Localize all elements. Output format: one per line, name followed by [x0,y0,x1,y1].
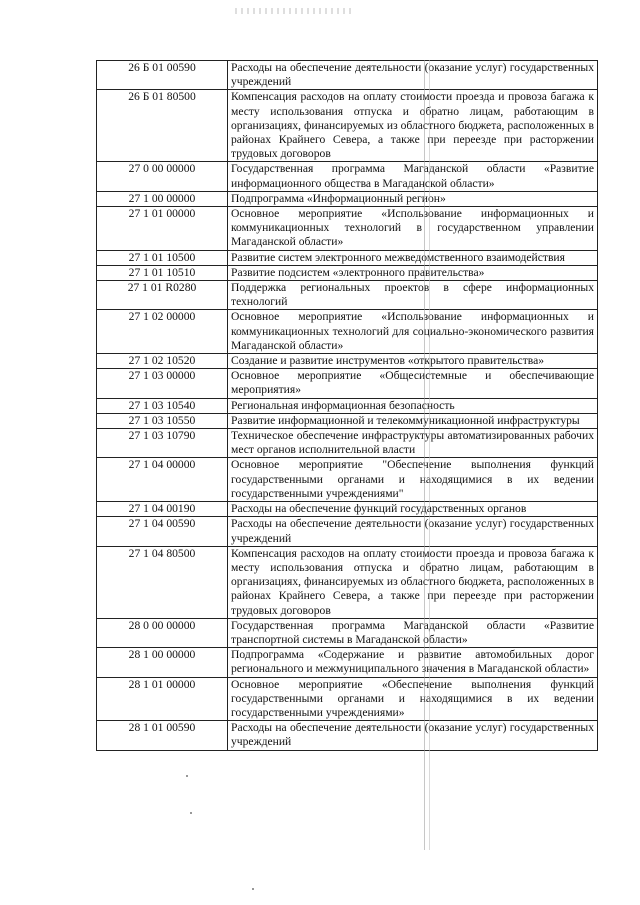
code-cell: 28 1 00 00000 [97,648,228,677]
code-cell: 27 1 04 00000 [97,458,228,502]
description-cell: Расходы на обеспечение функций государственных органов [228,502,598,517]
table-row [97,207,598,251]
description-cell: Техническое обеспечение инфраструктуры автоматизированных рабочих мест органов исполнительной власти [228,429,598,458]
table-row [97,429,598,458]
description-cell: Расходы на обеспечение деятельности (оказание услуг) государственных учреждений [228,517,598,546]
table-row [97,281,598,310]
description-cell: Развитие систем электронного межведомственного взаимодействия [228,250,598,265]
table-row [97,677,598,721]
table-row [97,618,598,647]
code-cell: 27 1 01 10500 [97,250,228,265]
description-cell: Компенсация расходов на оплату стоимости проезда и провоза багажа к месту использования отпуска и обратно лицам, работающим в организациях, финансируемых из областного бюджета, расположенных в районах Крайнего Севера, а также при переезде при расторжении трудовых договоров [228,90,598,162]
scan-speck [252,888,254,890]
code-cell: 27 1 03 10540 [97,398,228,413]
description-cell: Региональная информационная безопасность [228,398,598,413]
description-cell: Государственная программа Магаданской области «Развитие транспортной системы в Магаданской области» [228,618,598,647]
code-cell: 27 1 00 00000 [97,191,228,206]
description-cell: Государственная программа Магаданской области «Развитие информационного общества в Магаданской области» [228,162,598,191]
code-cell: 28 1 01 00590 [97,721,228,750]
code-cell: 28 1 01 00000 [97,677,228,721]
scan-speck [186,775,188,777]
description-cell: Расходы на обеспечение деятельности (оказание услуг) государственных учреждений [228,61,598,90]
budget-code-table [96,60,598,751]
table-row [97,458,598,502]
table-row [97,61,598,90]
table-row [97,398,598,413]
description-cell: Основное мероприятие «Обеспечение выполнения функций государственными органами и находящимися в их ведении государственными учреждениями» [228,677,598,721]
table-row [97,354,598,369]
description-cell: Основное мероприятие "Обеспечение выполнения функций государственными органами и находящимися в их ведении государственными учреждениями" [228,458,598,502]
code-cell: 26 Б 01 80500 [97,90,228,162]
description-cell: Подпрограмма «Информационный регион» [228,191,598,206]
table-row [97,250,598,265]
table-row [97,721,598,750]
table-row [97,310,598,354]
table-row [97,162,598,191]
code-cell: 27 0 00 00000 [97,162,228,191]
code-cell: 27 1 04 00190 [97,502,228,517]
table-row [97,413,598,428]
table-row [97,191,598,206]
code-cell: 27 1 01 00000 [97,207,228,251]
description-cell: Создание и развитие инструментов «открытого правительства» [228,354,598,369]
table-row [97,517,598,546]
scan-artifact [235,8,355,14]
description-cell: Подпрограмма «Содержание и развитие автомобильных дорог регионального и межмуниципального значения в Магаданской области» [228,648,598,677]
description-cell: Основное мероприятие «Использование информационных и коммуникационных технологий в государственном управлении Магаданской области» [228,207,598,251]
description-cell: Расходы на обеспечение деятельности (оказание услуг) государственных учреждений [228,721,598,750]
code-cell: 27 1 04 00590 [97,517,228,546]
description-cell: Развитие информационной и телекоммуникационной инфраструктуры [228,413,598,428]
description-cell: Основное мероприятие «Общесистемные и обеспечивающие мероприятия» [228,369,598,398]
code-cell: 27 1 04 80500 [97,546,228,618]
code-cell: 27 1 02 10520 [97,354,228,369]
description-cell: Компенсация расходов на оплату стоимости проезда и провоза багажа к месту использования отпуска и обратно лицам, работающим в организациях, финансируемых из областного бюджета, расположенных в районах Крайнего Севера, а также при переезде при расторжении трудовых договоров [228,546,598,618]
description-cell: Поддержка региональных проектов в сфере информационных технологий [228,281,598,310]
code-cell: 27 1 01 10510 [97,265,228,280]
table-row [97,265,598,280]
table-row [97,502,598,517]
table-row [97,648,598,677]
code-cell: 27 1 03 00000 [97,369,228,398]
description-cell: Развитие подсистем «электронного правительства» [228,265,598,280]
code-cell: 27 1 03 10550 [97,413,228,428]
code-cell: 27 1 03 10790 [97,429,228,458]
table-row [97,369,598,398]
code-cell: 28 0 00 00000 [97,618,228,647]
table-row [97,546,598,618]
code-cell: 27 1 02 00000 [97,310,228,354]
scan-fold-line [424,60,430,850]
code-cell: 27 1 01 R0280 [97,281,228,310]
description-cell: Основное мероприятие «Использование информационных и коммуникационных технологий для социально-экономического развития Магаданской области» [228,310,598,354]
scan-speck [190,812,192,814]
table-row [97,90,598,162]
code-cell: 26 Б 01 00590 [97,61,228,90]
